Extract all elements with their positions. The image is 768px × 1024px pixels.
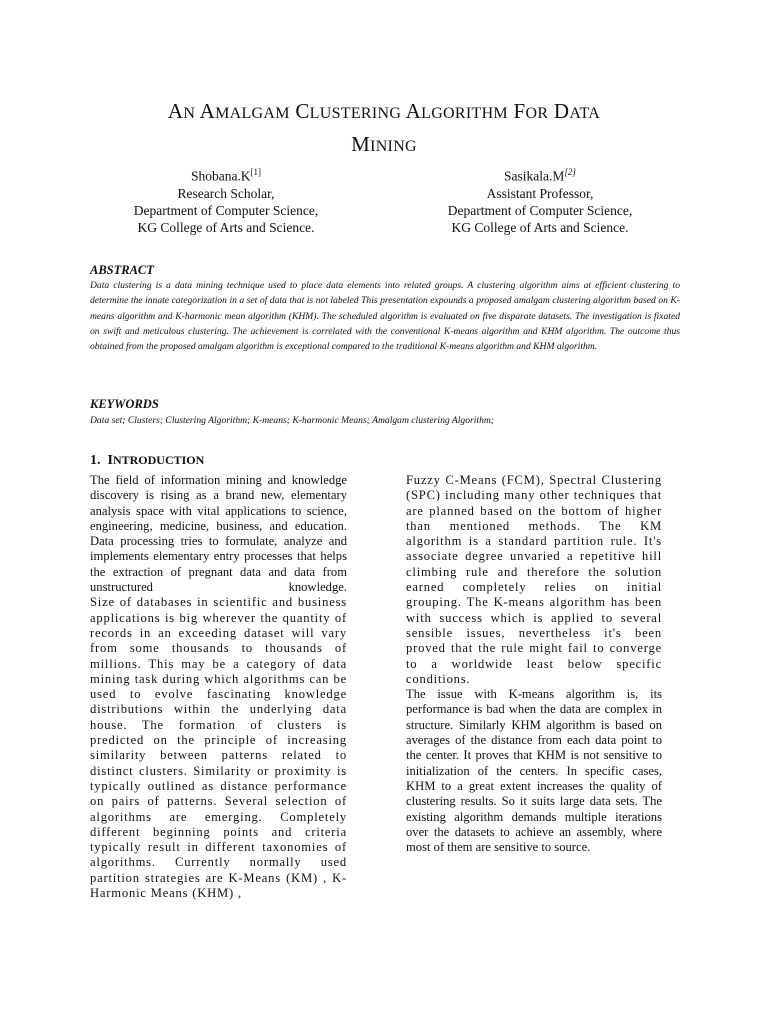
author-2-role: Assistant Professor, [486,185,594,201]
right-paragraph-1: Fuzzy C-Means (FCM), Spectral Clustering (SPC) including many other techniques that are planned based on the bottom of higher than mentioned methods. The KM algorithm is a standard partition rule. It's associate degree unvaried a repetitive hill climbing rule and therefore the solution earned completely relies on initial grouping. The K-means algorithm has been with success which is applied to several sensible issues, nevertheless it's been proved that the rule might fail to converge to a worldwide least below specific conditions. [406,473,662,686]
keywords-heading: KEYWORDS [90,397,159,411]
author-1-college: KG College of Arts and Science. [137,219,315,235]
paper-title [60,96,708,162]
paper-title-line-2: MINING [351,132,417,156]
left-paragraph-1: The field of information mining and knowledge discovery is rising as a brand new, elementary analysis space with vital applications to science, engineering, medicine, business, and education. Data processing tries to formulate, analyze and implements elementary entry processes that helps the extraction of pregnant data and data from unstructured knowledge. [90,473,347,595]
abstract-text: Data clustering is a data mining technique used to place data elements into related groups. A clustering algorithm aims at efficient clustering to determine the innate categorization in a set of data that is not labeled This presentation expounds a proposed amalgam clustering algorithm based on K-means algorithm and K-harmonic mean algorithm (KHM). The scheduled algorithm is evaluated on five disparate datasets. The investigation is fixated on swift and meticulous clustering. The achievement is correlated with the conventional K-means algorithm and KHM algorithm. The outcome thus obtained from the proposed amalgam algorithm is exceptional compared to the traditional K-means algorithm and KHM algorithm. [90,280,680,353]
author-2-department: Department of Computer Science, [447,202,633,218]
abstract-heading: ABSTRACT [90,263,154,277]
left-paragraph-2: Size of databases in scientific and business applications is big wherever the quantity of records in an exceeding dataset will vary from some thousands to thousands of millions. This may be a category of data mining task during which algorithms can be used to evolve fascinating knowledge distributions within the underlying data house. The formation of clusters is predicted on the principle of increasing similarity between patterns related to distinct clusters. Similarity or proximity is typically outlined as distance performance on pairs of patterns. Several selection of algorithms are emerging. Completely different beginning points and criteria typically result in different taxonomies of algorithms. Currently normally used partition strategies are K-Means (KM) , K-Harmonic Means (KHM) , [90,595,347,901]
author-1-department: Department of Computer Science, [133,202,319,218]
paper-title-line-1: AN AMALGAM CLUSTERING ALGORITHM FOR DATA [167,99,601,123]
author-2-block [410,164,670,236]
author-1-role: Research Scholar, [177,185,275,201]
introduction-rest: NTRODUCTION [112,453,205,467]
right-column [406,473,662,855]
right-paragraph-2: The issue with K-means algorithm is, its performance is bad when the data are complex in structure. Similarly KHM algorithm is based on averages of the distance from each data point to the center. It proves that KHM is not sensitive to initialization of the centers. In specific cases, KHM to a great extent increases the quality of clustering results. So it suits large data sets. The existing algorithm demands multiple iterations over the datasets to achieve an assembly, where most of them are sensitive to source. [406,687,662,855]
keywords-text: Data set; Clusters; Clustering Algorithm; K-means; K-harmonic Means; Amalgam clustering Algorithm; [90,415,494,426]
left-column [90,473,347,901]
author-1-name: Shobana.K[1] [190,167,262,184]
author-1-block [96,164,356,236]
introduction-initial: I [107,453,113,468]
introduction-heading [90,453,204,469]
author-2-college: KG College of Arts and Science. [451,219,629,235]
introduction-number: 1. [90,453,101,468]
author-2-name: Sasikala.M[2] [504,167,576,184]
